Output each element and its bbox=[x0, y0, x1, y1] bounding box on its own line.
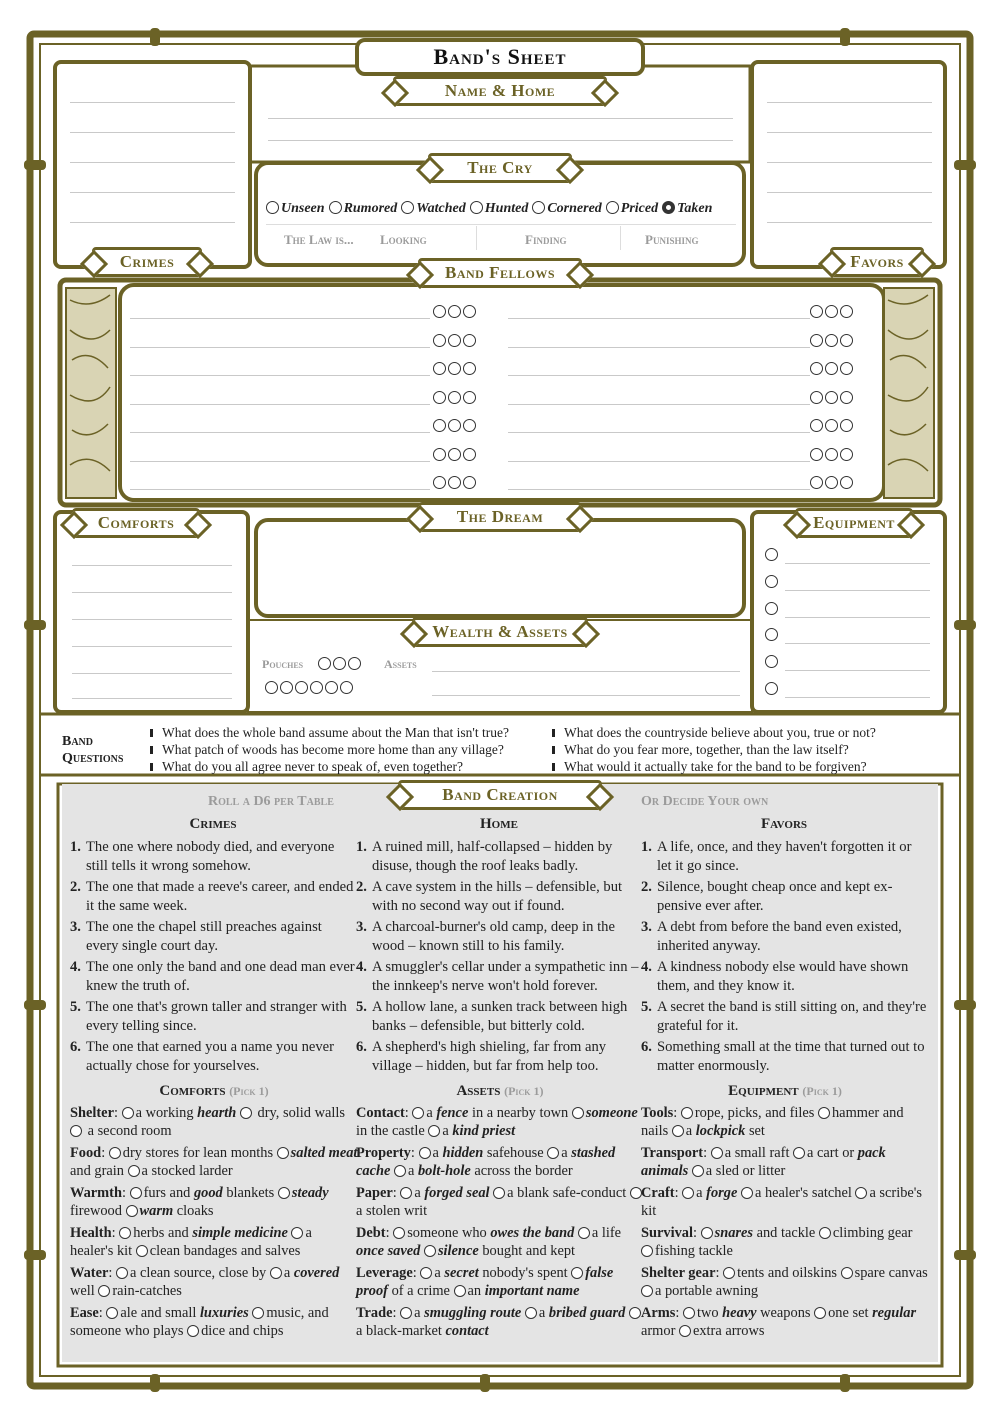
wealth-header: Wealth & Assets bbox=[412, 617, 588, 647]
creation-table-crimes bbox=[70, 815, 356, 1078]
option-checkbox[interactable] bbox=[291, 1227, 303, 1239]
table-row: 5. The one that's grown taller and stranger with every telling since. bbox=[70, 999, 347, 1034]
pick-row[interactable]: Shelter gear: tents and oilskins spare canvas a portable awning bbox=[641, 1265, 928, 1299]
cry-checkbox[interactable] bbox=[606, 201, 619, 214]
option-checkbox[interactable] bbox=[681, 1107, 693, 1119]
pick-row[interactable]: Tools: rope, picks, and files hammer and nails a lockpick set bbox=[641, 1105, 904, 1139]
pouches-label: Pouches bbox=[262, 657, 304, 671]
pick-row[interactable]: Leverage: a secret nobody's spent false proof of a crime an important name bbox=[356, 1265, 614, 1299]
pick-row[interactable]: Food: dry stores for lean months salted meat and grain a stocked larder bbox=[70, 1145, 358, 1179]
law-looking: Looking bbox=[380, 232, 427, 247]
equipment-line[interactable] bbox=[785, 697, 930, 698]
option-checkbox[interactable] bbox=[240, 1107, 252, 1119]
option-checkbox[interactable] bbox=[130, 1187, 142, 1199]
option-checkbox[interactable] bbox=[793, 1147, 805, 1159]
band-question bbox=[552, 741, 876, 758]
band-question bbox=[150, 758, 509, 775]
table-row: 4. A smuggler's cellar under a sympathetic inn – the innkeep's nerve won't hold forever. bbox=[356, 959, 639, 994]
table-row: 1. A ruined mill, half-collapsed – hidden by disuse, though the roof leaks badly. bbox=[356, 839, 613, 874]
band-question bbox=[552, 758, 876, 775]
table-row: 5. A secret the band is still sitting on, and they're grateful for it. bbox=[641, 999, 927, 1034]
fellow-track[interactable] bbox=[433, 474, 478, 492]
fellow-name-line[interactable] bbox=[508, 489, 810, 490]
equipment-line[interactable] bbox=[785, 563, 930, 564]
wealth-row[interactable] bbox=[262, 655, 742, 705]
fellow-track[interactable] bbox=[433, 360, 478, 378]
table-row: 4. A kindness nobody else would have shown them, and they know it. bbox=[641, 959, 909, 994]
option-checkbox[interactable] bbox=[454, 1285, 466, 1297]
crimes-header: Crimes bbox=[92, 247, 202, 277]
option-checkbox[interactable] bbox=[819, 1227, 831, 1239]
law-row bbox=[266, 224, 736, 252]
cry-level-priced[interactable]: Priced bbox=[606, 201, 658, 216]
pick-row[interactable]: Trade: a smuggling route a bribed guard a black-market contact bbox=[356, 1305, 644, 1340]
option-checkbox[interactable] bbox=[98, 1285, 110, 1297]
band-question bbox=[150, 724, 509, 741]
equipment-line[interactable] bbox=[785, 643, 930, 644]
table-row: 1. The one where nobody died, and everyone still tells it wrong somehow. bbox=[70, 839, 335, 874]
cry-checkbox[interactable] bbox=[401, 201, 414, 214]
table-title: Favors bbox=[760, 816, 808, 832]
table-title: Home bbox=[480, 816, 518, 832]
option-checkbox[interactable] bbox=[711, 1147, 723, 1159]
pick-title: Comforts (Pick 1) bbox=[159, 1083, 269, 1099]
equipment-line[interactable] bbox=[785, 590, 930, 591]
table-row: 1. A life, once, and they haven't forgotten it or let it go since. bbox=[641, 839, 912, 874]
fellow-name-line[interactable] bbox=[130, 432, 430, 433]
cry-level-rumored[interactable]: Rumored bbox=[329, 201, 398, 216]
option-checkbox[interactable] bbox=[855, 1187, 867, 1199]
option-checkbox[interactable] bbox=[420, 1267, 432, 1279]
table-row: 2. A cave system in the hills – defensible, but with no second way out if found. bbox=[356, 879, 623, 914]
band-question bbox=[552, 724, 876, 741]
option-checkbox[interactable] bbox=[723, 1267, 735, 1279]
option-checkbox[interactable] bbox=[400, 1307, 412, 1319]
band-fellows-header: Band Fellows bbox=[418, 258, 582, 288]
option-checkbox[interactable] bbox=[109, 1147, 121, 1159]
option-checkbox[interactable] bbox=[278, 1187, 290, 1199]
equipment-checkbox[interactable] bbox=[765, 575, 778, 588]
table-row: 2. Silence, bought cheap once and kept expensive ever after. bbox=[641, 879, 893, 914]
option-checkbox[interactable] bbox=[400, 1187, 412, 1199]
option-checkbox[interactable] bbox=[128, 1165, 140, 1177]
fellow-track[interactable] bbox=[810, 303, 855, 321]
pick-row[interactable]: Craft: a forge a healer's satchel a scribe's kit bbox=[641, 1185, 922, 1219]
equipment-checkbox[interactable] bbox=[765, 628, 778, 641]
fellow-name-line[interactable] bbox=[130, 489, 430, 490]
law-label: The Law is... bbox=[284, 232, 354, 247]
question-text: What do you fear more, together, than the law itself? bbox=[564, 742, 849, 757]
crimes-lines[interactable] bbox=[70, 70, 235, 250]
table-row: 3. A charcoal-burner's old camp, deep in the wood – known still to his family. bbox=[356, 919, 615, 954]
fellow-track[interactable] bbox=[810, 474, 855, 492]
pick-table-assets bbox=[356, 1082, 644, 1345]
favors-lines[interactable] bbox=[767, 70, 932, 250]
roll-note: Roll a D6 per Table bbox=[208, 794, 334, 809]
fellow-name-line[interactable] bbox=[508, 432, 810, 433]
pouch-circles[interactable] bbox=[318, 655, 363, 673]
option-checkbox[interactable] bbox=[116, 1267, 128, 1279]
question-text: What does the countryside believe about you, true or not? bbox=[564, 725, 876, 740]
cry-level-hunted[interactable]: Hunted bbox=[470, 201, 529, 216]
decide-note: Or Decide Your own bbox=[641, 794, 769, 809]
fellow-track[interactable] bbox=[810, 332, 855, 350]
option-checkbox[interactable] bbox=[277, 1147, 289, 1159]
fellow-name-line[interactable] bbox=[130, 461, 430, 462]
fellow-name-line[interactable] bbox=[508, 461, 810, 462]
cry-header: The Cry bbox=[428, 153, 572, 183]
questions-right bbox=[552, 724, 876, 775]
pick-row[interactable]: Paper: a forged seal a blank safe-conduct a stolen writ bbox=[356, 1185, 644, 1220]
band-creation-header: Band Creation bbox=[398, 780, 602, 810]
question-text: What patch of woods has become more home than any village? bbox=[162, 742, 504, 757]
equipment-checkbox[interactable] bbox=[765, 602, 778, 615]
creation-table-home bbox=[356, 815, 642, 1078]
option-checkbox[interactable] bbox=[630, 1187, 642, 1199]
fellow-track[interactable] bbox=[433, 332, 478, 350]
table-row: 5. A hollow lane, a sunken track between high banks – defensible, but bitterly cold. bbox=[356, 999, 628, 1034]
option-checkbox[interactable] bbox=[252, 1307, 264, 1319]
option-checkbox[interactable] bbox=[814, 1307, 826, 1319]
questions-left bbox=[150, 724, 509, 775]
option-checkbox[interactable] bbox=[424, 1245, 436, 1257]
fellow-name-line[interactable] bbox=[130, 375, 430, 376]
fellow-name-line[interactable] bbox=[130, 347, 430, 348]
option-checkbox[interactable] bbox=[571, 1267, 583, 1279]
option-checkbox[interactable] bbox=[818, 1107, 830, 1119]
question-text: What does the whole band assume about the Man that isn't true? bbox=[162, 725, 509, 740]
fellow-name-line[interactable] bbox=[508, 375, 810, 376]
cry-level-cornered[interactable]: Cornered bbox=[532, 201, 601, 216]
equipment-checkbox[interactable] bbox=[765, 655, 778, 668]
equipment-header: Equipment bbox=[795, 508, 913, 538]
table-row: 3. A debt from before the band even existed, inherited anyway. bbox=[641, 919, 902, 954]
table-row: 6. The one that earned you a name you never actually chose for yourselves. bbox=[70, 1039, 334, 1074]
title-plate bbox=[355, 38, 645, 76]
name-home-lines[interactable] bbox=[268, 110, 733, 150]
pick-row[interactable]: Property: a hidden safehouse a stashed cache a bolt-hole across the border bbox=[356, 1145, 616, 1179]
band-questions bbox=[62, 724, 942, 774]
option-checkbox[interactable] bbox=[187, 1325, 199, 1337]
questions-label: Band Questions bbox=[62, 734, 124, 766]
option-checkbox[interactable] bbox=[679, 1325, 691, 1337]
creation-table-favors bbox=[641, 815, 927, 1078]
option-checkbox[interactable] bbox=[578, 1227, 590, 1239]
cry-track[interactable] bbox=[266, 201, 736, 217]
pick-row[interactable]: Survival: snares and tackle climbing gear fishing tackle bbox=[641, 1225, 913, 1259]
option-checkbox[interactable] bbox=[572, 1107, 584, 1119]
option-checkbox[interactable] bbox=[672, 1125, 684, 1137]
pick-row[interactable]: Contact: a fence in a nearby town someone in the castle a kind priest bbox=[356, 1105, 638, 1139]
pick-row[interactable]: Debt: someone who owes the band a life once saved silence bought and kept bbox=[356, 1225, 622, 1259]
option-checkbox[interactable] bbox=[136, 1245, 148, 1257]
table-row: 2. The one that made a reeve's career, and ended it the same week. bbox=[70, 879, 354, 914]
equipment-line[interactable] bbox=[785, 617, 930, 618]
favors-header: Favors bbox=[830, 247, 924, 277]
table-row: 3. The one the chapel still preaches against every single court day. bbox=[70, 919, 322, 954]
option-checkbox[interactable] bbox=[394, 1165, 406, 1177]
option-checkbox[interactable] bbox=[547, 1147, 559, 1159]
band-question bbox=[150, 741, 509, 758]
fellow-name-line[interactable] bbox=[508, 347, 810, 348]
fellows-list[interactable] bbox=[130, 296, 870, 496]
pick-row[interactable]: Health: herbs and simple medicine a healer's kit clean bandages and salves bbox=[70, 1225, 312, 1259]
pick-row[interactable]: Arms: two heavy weapons one set regular armor extra arrows bbox=[641, 1305, 917, 1339]
law-finding: Finding bbox=[525, 232, 567, 247]
equipment-checkbox[interactable] bbox=[765, 682, 778, 695]
fellow-name-line[interactable] bbox=[130, 404, 430, 405]
question-text: What would it actually take for the band to be forgiven? bbox=[564, 759, 867, 774]
question-text: What do you all agree never to speak of, even together? bbox=[162, 759, 463, 774]
cry-level-taken[interactable]: Taken bbox=[662, 201, 712, 216]
fellow-name-line[interactable] bbox=[508, 318, 810, 319]
option-checkbox[interactable] bbox=[525, 1307, 537, 1319]
fellow-track[interactable] bbox=[810, 389, 855, 407]
option-checkbox[interactable] bbox=[701, 1227, 713, 1239]
fellow-track[interactable] bbox=[810, 417, 855, 435]
name-home-header: Name & Home bbox=[393, 76, 607, 106]
fellow-track[interactable] bbox=[810, 360, 855, 378]
cry-level-watched[interactable]: Watched bbox=[401, 201, 466, 216]
cry-checkbox[interactable] bbox=[266, 201, 279, 214]
fellow-track[interactable] bbox=[433, 389, 478, 407]
cry-level-unseen[interactable]: Unseen bbox=[266, 201, 325, 216]
pick-row[interactable]: Warmth: furs and good blankets steady firewood warm cloaks bbox=[70, 1185, 329, 1219]
pick-row[interactable]: Shelter: a working hearth dry, solid walls a second room bbox=[70, 1105, 345, 1139]
option-checkbox[interactable] bbox=[682, 1187, 694, 1199]
pick-title: Assets (Pick 1) bbox=[456, 1083, 544, 1099]
table-row: 4. The one only the band and one dead man ever knew the truth of. bbox=[70, 959, 355, 994]
option-checkbox[interactable] bbox=[841, 1267, 853, 1279]
option-checkbox[interactable] bbox=[412, 1107, 424, 1119]
page-title: Band's Sheet bbox=[433, 44, 567, 69]
option-checkbox[interactable] bbox=[106, 1307, 118, 1319]
comforts-header: Comforts bbox=[72, 508, 200, 538]
table-row: 6. A shepherd's high shieling, far from any village – hidden, but far from help too. bbox=[356, 1039, 607, 1074]
fellow-track[interactable] bbox=[433, 303, 478, 321]
option-checkbox[interactable] bbox=[70, 1125, 82, 1137]
fellow-track[interactable] bbox=[810, 446, 855, 464]
option-checkbox[interactable] bbox=[741, 1187, 753, 1199]
assets-label: Assets bbox=[384, 657, 417, 671]
option-checkbox[interactable] bbox=[493, 1187, 505, 1199]
cry-checkbox[interactable] bbox=[532, 201, 545, 214]
law-punishing: Punishing bbox=[645, 232, 699, 247]
fellow-name-line[interactable] bbox=[130, 318, 430, 319]
equipment-line[interactable] bbox=[785, 670, 930, 671]
option-checkbox[interactable] bbox=[428, 1125, 440, 1137]
pick-table-equipment bbox=[641, 1082, 929, 1345]
pick-row[interactable]: Transport: a small raft a cart or pack animals a sled or litter bbox=[641, 1145, 886, 1179]
coin-circles[interactable] bbox=[265, 679, 355, 697]
option-checkbox[interactable] bbox=[641, 1245, 653, 1257]
option-checkbox[interactable] bbox=[270, 1267, 282, 1279]
option-checkbox[interactable] bbox=[122, 1107, 134, 1119]
option-checkbox[interactable] bbox=[692, 1165, 704, 1177]
option-checkbox[interactable] bbox=[683, 1307, 695, 1319]
fellow-name-line[interactable] bbox=[508, 404, 810, 405]
option-checkbox[interactable] bbox=[126, 1205, 138, 1217]
pick-title: Equipment (Pick 1) bbox=[728, 1083, 842, 1099]
fellow-track[interactable] bbox=[433, 417, 478, 435]
table-row: 6. Something small at the time that turned out to matter enormously. bbox=[641, 1039, 925, 1074]
equipment-lines[interactable] bbox=[765, 545, 930, 705]
fellow-track[interactable] bbox=[433, 446, 478, 464]
cry-checkbox[interactable] bbox=[329, 201, 342, 214]
option-checkbox[interactable] bbox=[419, 1147, 431, 1159]
option-checkbox[interactable] bbox=[641, 1285, 653, 1297]
equipment-checkbox[interactable] bbox=[765, 548, 778, 561]
cry-checkbox[interactable] bbox=[662, 201, 675, 214]
option-checkbox[interactable] bbox=[119, 1227, 131, 1239]
pick-table-comforts bbox=[70, 1082, 358, 1345]
dream-header: The Dream bbox=[418, 502, 582, 532]
option-checkbox[interactable] bbox=[629, 1307, 641, 1319]
table-title: Crimes bbox=[189, 816, 237, 832]
comforts-lines[interactable] bbox=[72, 540, 232, 700]
pick-row[interactable]: Water: a clean source, close by a covered well rain-catches bbox=[70, 1265, 340, 1299]
pick-row[interactable]: Ease: ale and small luxuries music, and someone who plays dice and chips bbox=[70, 1305, 329, 1339]
option-checkbox[interactable] bbox=[393, 1227, 405, 1239]
cry-checkbox[interactable] bbox=[470, 201, 483, 214]
